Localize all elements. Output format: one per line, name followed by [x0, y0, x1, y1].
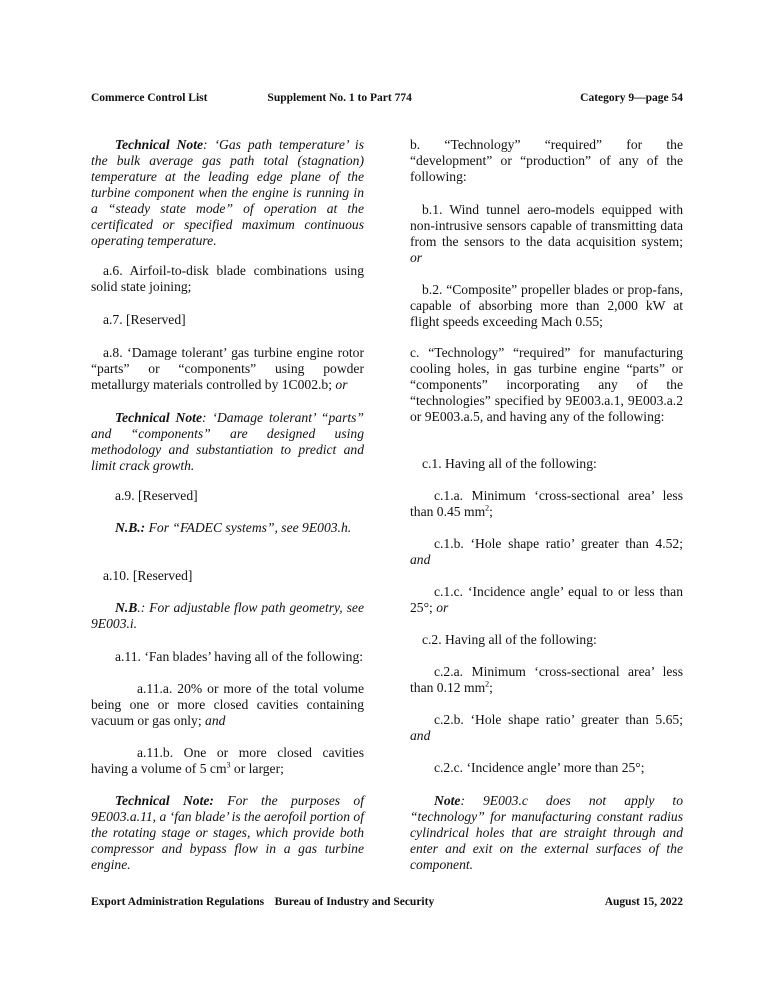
item-c1b: c.1.b. ‘Hole shape ratio’ greater than 4.52; and — [410, 536, 683, 567]
item-b2: b.2. “Composite” propeller blades or prop-fans, capable of absorbing more than 2,000 kW at flight speeds exceeding Mach 0.55; — [410, 282, 683, 329]
footer-left: Export Administration Regulations — [91, 896, 265, 908]
item-a9: a.9. [Reserved] — [115, 488, 198, 503]
item-c1: c.1. Having all of the following: — [422, 456, 597, 471]
header-center: Supplement No. 1 to Part 774 — [267, 92, 412, 104]
page-footer — [91, 896, 683, 908]
item-b1: b.1. Wind tunnel aero-models equipped with non-intrusive sensors capable of transmitting data from the sensors to the data acquisition system; or — [410, 202, 683, 265]
nb-fadec: N.B.: For “FADEC systems”, see 9E003.h. — [115, 520, 352, 535]
header-right: Category 9—page 54 — [580, 92, 683, 104]
item-c2b: c.2.b. ‘Hole shape ratio’ greater than 5.65; and — [410, 712, 683, 743]
item-a10: a.10. [Reserved] — [103, 568, 193, 583]
item-a11b: a.11.b. One or more closed cavities having a volume of 5 $cm^3$ or larger; — [91, 745, 364, 776]
item-a11a: a.11.a. 20% or more of the total volume being one or more closed cavities containing vacuum or gas only; and — [91, 681, 364, 728]
item-c: c. “Technology” “required” for manufacturing cooling holes, in gas turbine engine “parts” or “components” incorporating any of the “technologies” specified by 9E003.a.1, 9E003.a.2 or 9E003.a.5, and having any of the following: — [410, 345, 683, 424]
technical-note-gas-path: Technical Note: ‘Gas path temperature’ is the bulk average gas path total (stagnation) temperature at the leading edge plane of the turbine component when the engine is running in a “steady state mode” of operation at the certificated or specified maximum continuous operating temperature. — [91, 137, 364, 248]
item-c2c: c.2.c. ‘Incidence angle’ more than 25°; — [434, 760, 645, 775]
technical-note-damage-tolerant: Technical Note: ‘Damage tolerant’ “parts” and “components” are designed using methodology and substantiation to predict and limit crack growth. — [91, 410, 364, 473]
note-9e003c: Note: 9E003.c does not apply to “technology” for manufacturing constant radius cylindrical holes that are straight through and enter and exit on the external surfaces of the component. — [410, 793, 683, 872]
footer-center: Bureau of Industry and Security — [274, 896, 435, 908]
item-c2: c.2. Having all of the following: — [422, 632, 597, 647]
technical-note-fan-blade: Technical Note: For the purposes of 9E003.a.11, a ‘fan blade’ is the aerofoil portion of the rotating stage or stages, which provide both compressor and bypass flow in a gas turbine engine. — [91, 793, 364, 872]
item-c2a: c.2.a. Minimum ‘cross-sectional area’ less than 0.12 $mm^2$; — [410, 664, 683, 695]
item-c1c: c.1.c. ‘Incidence angle’ equal to or less than 25°; or — [410, 584, 683, 615]
item-a11: a.11. ‘Fan blades’ having all of the following: — [115, 649, 364, 664]
footer-right: August 15, 2022 — [604, 896, 683, 908]
item-a7: a.7. [Reserved] — [103, 312, 186, 327]
header-left: Commerce Control List — [91, 92, 208, 104]
item-c1a: c.1.a. Minimum ‘cross-sectional area’ less than 0.45 $mm^2$; — [410, 488, 683, 519]
item-a6: a.6. Airfoil-to-disk blade combinations using solid state joining; — [91, 263, 364, 294]
item-a8: a.8. ‘Damage tolerant’ gas turbine engine rotor “parts” or “components” using powder metallurgy materials controlled by 1C002.b; or — [91, 345, 364, 392]
item-b: b. “Technology” “required” for the “development” or “production” of any of the following: — [410, 137, 683, 184]
nb-flow-path: N.B.: For adjustable flow path geometry, see 9E003.i. — [91, 600, 364, 631]
page-header — [91, 92, 683, 104]
